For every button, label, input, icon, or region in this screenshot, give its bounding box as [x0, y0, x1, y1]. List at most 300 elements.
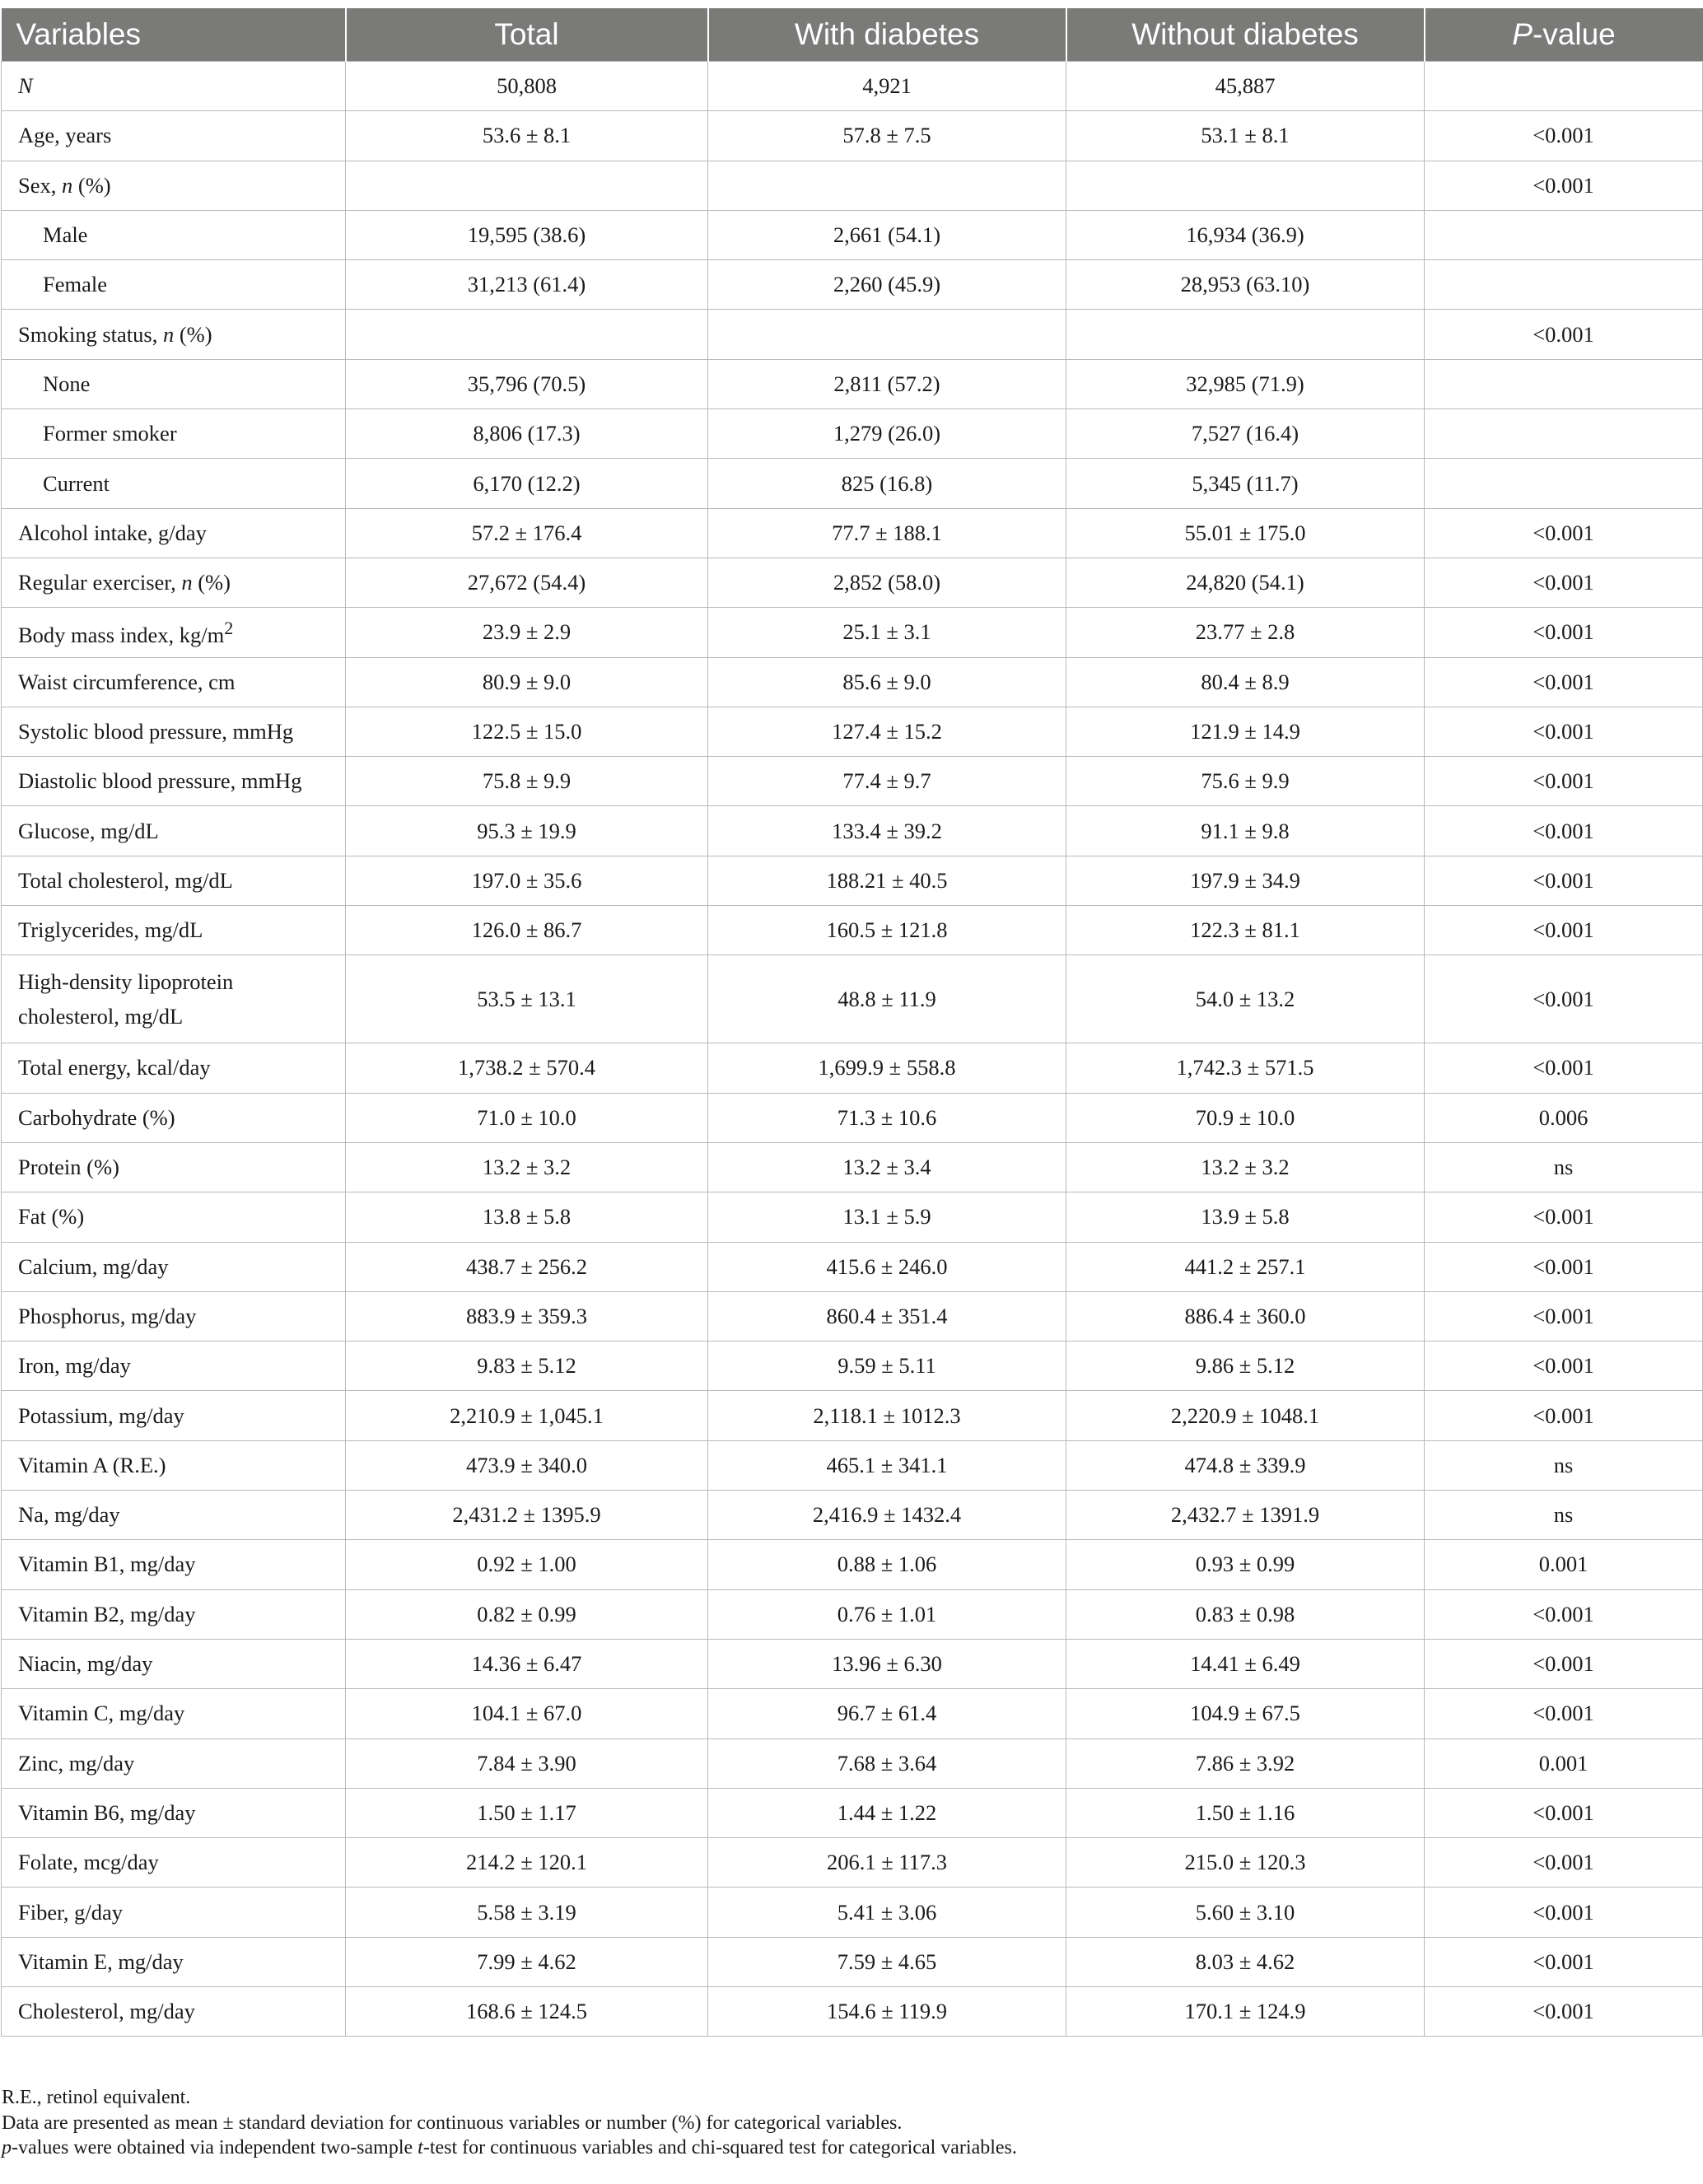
variable-cell — [2, 1342, 346, 1391]
with-diabetes-cell: 188.21 ± 40.5 — [708, 856, 1066, 905]
header-total: Total — [346, 8, 708, 62]
table-row — [2, 1192, 1703, 1242]
with-diabetes-cell: 0.88 ± 1.06 — [708, 1540, 1066, 1589]
table-row — [2, 310, 1703, 359]
p-value-cell: <0.001 — [1425, 955, 1703, 1043]
table-row — [2, 1788, 1703, 1837]
with-diabetes-cell: 85.6 ± 9.0 — [708, 657, 1066, 707]
without-diabetes-cell: 54.0 ± 13.2 — [1066, 955, 1425, 1043]
p-value-cell: <0.001 — [1425, 1838, 1703, 1888]
variable-label: Alcohol intake, g/day — [18, 520, 207, 545]
without-diabetes-cell: 13.9 ± 5.8 — [1066, 1192, 1425, 1242]
with-diabetes-cell: 133.4 ± 39.2 — [708, 806, 1066, 856]
with-diabetes-cell: 2,416.9 ± 1432.4 — [708, 1491, 1066, 1540]
p-value-cell: <0.001 — [1425, 1391, 1703, 1440]
total-cell: 0.82 ± 0.99 — [346, 1589, 708, 1639]
without-diabetes-cell: 45,887 — [1066, 62, 1425, 111]
variable-label: Zinc, mg/day — [18, 1750, 135, 1776]
variable-label-italic: n — [181, 570, 193, 595]
table-row — [2, 806, 1703, 856]
table-row — [2, 409, 1703, 459]
table-header — [2, 8, 1703, 62]
variable-label-italic: n — [62, 172, 73, 198]
with-diabetes-cell: 825 (16.8) — [708, 459, 1066, 508]
table-row — [2, 856, 1703, 905]
table-row — [2, 1689, 1703, 1738]
variable-label: Total energy, kcal/day — [18, 1055, 211, 1080]
table-row — [2, 1738, 1703, 1788]
variable-label: Former smoker — [43, 421, 177, 446]
p-value-cell: <0.001 — [1425, 508, 1703, 558]
footnote-p-text2: -test for continuous variables and chi-squared test for categorical variables. — [422, 2137, 1017, 2158]
variable-label: Na, mg/day — [18, 1502, 120, 1528]
p-value-cell: <0.001 — [1425, 608, 1703, 657]
variable-label: Female — [43, 272, 107, 297]
p-value-cell — [1425, 210, 1703, 259]
total-cell: 71.0 ± 10.0 — [346, 1093, 708, 1142]
p-value-cell: <0.001 — [1425, 161, 1703, 210]
variable-cell — [2, 806, 346, 856]
total-cell: 1,738.2 ± 570.4 — [346, 1043, 708, 1093]
table-body — [2, 62, 1703, 2037]
table-row — [2, 1093, 1703, 1142]
table-row — [2, 62, 1703, 111]
variable-label: Diastolic blood pressure, mmHg — [18, 768, 302, 794]
with-diabetes-cell: 77.4 ± 9.7 — [708, 757, 1066, 806]
footnote-t-italic: t — [418, 2137, 423, 2158]
variable-cell — [2, 1738, 346, 1788]
p-value-cell: <0.001 — [1425, 1888, 1703, 1937]
variable-label: Vitamin B6, mg/day — [18, 1799, 196, 1825]
header-p-italic: P — [1512, 17, 1533, 51]
total-cell — [346, 161, 708, 210]
variable-label: Vitamin A (R.E.) — [18, 1452, 166, 1477]
total-cell: 27,672 (54.4) — [346, 558, 708, 607]
header-without-diabetes: Without diabetes — [1066, 8, 1425, 62]
variable-label: Vitamin E, mg/day — [18, 1948, 184, 1974]
variable-label-line1: High-density lipoprotein — [18, 969, 234, 995]
total-cell: 14.36 ± 6.47 — [346, 1639, 708, 1688]
total-cell: 2,210.9 ± 1,045.1 — [346, 1391, 708, 1440]
variable-label-post: (%) — [174, 321, 212, 347]
table-footnotes — [2, 2085, 1017, 2161]
table-row — [2, 359, 1703, 408]
p-value-cell: ns — [1425, 1440, 1703, 1490]
with-diabetes-cell: 1,699.9 ± 558.8 — [708, 1043, 1066, 1093]
table-row — [2, 707, 1703, 756]
total-cell: 35,796 (70.5) — [346, 359, 708, 408]
without-diabetes-cell: 53.1 ± 8.1 — [1066, 111, 1425, 161]
with-diabetes-cell: 57.8 ± 7.5 — [708, 111, 1066, 161]
table-row — [2, 1142, 1703, 1192]
variable-label: Cholesterol, mg/day — [18, 1999, 195, 2024]
table-row — [2, 558, 1703, 607]
total-cell: 2,431.2 ± 1395.9 — [346, 1491, 708, 1540]
variable-label-sup: 2 — [224, 617, 234, 638]
variable-cell — [2, 1986, 346, 2036]
total-cell: 214.2 ± 120.1 — [346, 1838, 708, 1888]
variable-cell — [2, 1788, 346, 1837]
table-row — [2, 260, 1703, 310]
total-cell: 31,213 (61.4) — [346, 260, 708, 310]
footnote-p-text1: -values were obtained via independent two-sample — [12, 2137, 418, 2158]
without-diabetes-cell: 5.60 ± 3.10 — [1066, 1888, 1425, 1937]
without-diabetes-cell: 197.9 ± 34.9 — [1066, 856, 1425, 905]
variable-label: None — [43, 371, 91, 396]
variable-cell — [2, 1589, 346, 1639]
with-diabetes-cell: 206.1 ± 117.3 — [708, 1838, 1066, 1888]
without-diabetes-cell: 24,820 (54.1) — [1066, 558, 1425, 607]
without-diabetes-cell — [1066, 161, 1425, 210]
table-row — [2, 608, 1703, 657]
p-value-cell: <0.001 — [1425, 757, 1703, 806]
variable-label: Total cholesterol, mg/dL — [18, 867, 233, 893]
total-cell: 57.2 ± 176.4 — [346, 508, 708, 558]
variable-cell — [2, 310, 346, 359]
p-value-cell: <0.001 — [1425, 111, 1703, 161]
variable-cell — [2, 906, 346, 955]
variable-cell — [2, 359, 346, 408]
total-cell — [346, 310, 708, 359]
variable-cell — [2, 1391, 346, 1440]
variable-cell — [2, 955, 346, 1043]
table-row — [2, 1986, 1703, 2036]
with-diabetes-cell: 2,260 (45.9) — [708, 260, 1066, 310]
variable-label: Phosphorus, mg/day — [18, 1303, 197, 1328]
with-diabetes-cell: 465.1 ± 341.1 — [708, 1440, 1066, 1490]
variable-cell — [2, 62, 346, 111]
variable-cell — [2, 260, 346, 310]
variable-label: Fat (%) — [18, 1204, 85, 1230]
with-diabetes-cell: 4,921 — [708, 62, 1066, 111]
total-cell: 168.6 ± 124.5 — [346, 1986, 708, 2036]
total-cell: 80.9 ± 9.0 — [346, 657, 708, 707]
variable-cell — [2, 1242, 346, 1291]
total-cell: 883.9 ± 359.3 — [346, 1291, 708, 1341]
without-diabetes-cell: 13.2 ± 3.2 — [1066, 1142, 1425, 1192]
p-value-cell — [1425, 359, 1703, 408]
without-diabetes-cell — [1066, 310, 1425, 359]
variable-label: Glucose, mg/dL — [18, 818, 159, 843]
total-cell: 7.84 ± 3.90 — [346, 1738, 708, 1788]
total-cell: 95.3 ± 19.9 — [346, 806, 708, 856]
variable-cell — [2, 111, 346, 161]
total-cell: 23.9 ± 2.9 — [346, 608, 708, 657]
table-row — [2, 657, 1703, 707]
table-row — [2, 1342, 1703, 1391]
without-diabetes-cell: 80.4 ± 8.9 — [1066, 657, 1425, 707]
table-row — [2, 906, 1703, 955]
without-diabetes-cell: 1,742.3 ± 571.5 — [1066, 1043, 1425, 1093]
total-cell: 50,808 — [346, 62, 708, 111]
with-diabetes-cell: 96.7 ± 61.4 — [708, 1689, 1066, 1738]
without-diabetes-cell: 215.0 ± 120.3 — [1066, 1838, 1425, 1888]
variable-cell — [2, 1540, 346, 1589]
p-value-cell: <0.001 — [1425, 310, 1703, 359]
without-diabetes-cell: 2,220.9 ± 1048.1 — [1066, 1391, 1425, 1440]
p-value-cell: <0.001 — [1425, 906, 1703, 955]
total-cell: 0.92 ± 1.00 — [346, 1540, 708, 1589]
table-row — [2, 1888, 1703, 1937]
total-cell: 7.99 ± 4.62 — [346, 1937, 708, 1986]
p-value-cell: <0.001 — [1425, 806, 1703, 856]
with-diabetes-cell: 77.7 ± 188.1 — [708, 508, 1066, 558]
table-row — [2, 1043, 1703, 1093]
without-diabetes-cell: 170.1 ± 124.9 — [1066, 1986, 1425, 2036]
table-row — [2, 210, 1703, 259]
with-diabetes-cell: 127.4 ± 15.2 — [708, 707, 1066, 756]
with-diabetes-cell: 2,661 (54.1) — [708, 210, 1066, 259]
variable-cell — [2, 856, 346, 905]
total-cell: 5.58 ± 3.19 — [346, 1888, 708, 1937]
without-diabetes-cell: 14.41 ± 6.49 — [1066, 1639, 1425, 1688]
without-diabetes-cell: 75.6 ± 9.9 — [1066, 757, 1425, 806]
with-diabetes-cell: 1,279 (26.0) — [708, 409, 1066, 459]
table-row — [2, 459, 1703, 508]
variable-cell — [2, 558, 346, 607]
variable-cell — [2, 1440, 346, 1490]
with-diabetes-cell: 71.3 ± 10.6 — [708, 1093, 1066, 1142]
variable-label: Protein (%) — [18, 1155, 119, 1180]
variable-cell — [2, 1043, 346, 1093]
variable-cell — [2, 1291, 346, 1341]
without-diabetes-cell: 8.03 ± 4.62 — [1066, 1937, 1425, 1986]
variable-cell — [2, 707, 346, 756]
with-diabetes-cell: 13.1 ± 5.9 — [708, 1192, 1066, 1242]
footnote-data: Data are presented as mean ± standard deviation for continuous variables or number (%) for categorical variables. — [2, 2112, 903, 2134]
without-diabetes-cell: 0.83 ± 0.98 — [1066, 1589, 1425, 1639]
variable-label: Triglycerides, mg/dL — [18, 917, 203, 943]
header-p-value — [1425, 8, 1703, 62]
characteristics-table-container — [0, 8, 1703, 2037]
with-diabetes-cell: 2,118.1 ± 1012.3 — [708, 1391, 1066, 1440]
p-value-cell: <0.001 — [1425, 1937, 1703, 1986]
variable-cell — [2, 1639, 346, 1688]
variable-label: N — [18, 73, 33, 99]
table-row — [2, 757, 1703, 806]
without-diabetes-cell: 474.8 ± 339.9 — [1066, 1440, 1425, 1490]
without-diabetes-cell: 9.86 ± 5.12 — [1066, 1342, 1425, 1391]
variable-label: Calcium, mg/day — [18, 1253, 169, 1279]
total-cell: 13.2 ± 3.2 — [346, 1142, 708, 1192]
p-value-cell: ns — [1425, 1491, 1703, 1540]
table-row — [2, 1838, 1703, 1888]
variable-label: Carbohydrate (%) — [18, 1104, 175, 1130]
variable-cell — [2, 1937, 346, 1986]
total-cell: 9.83 ± 5.12 — [346, 1342, 708, 1391]
table-row — [2, 955, 1703, 1043]
table-row — [2, 1540, 1703, 1589]
p-value-cell: <0.001 — [1425, 1689, 1703, 1738]
with-diabetes-cell: 5.41 ± 3.06 — [708, 1888, 1066, 1937]
variable-label-line2: cholesterol, mg/dL — [18, 1004, 184, 1029]
variable-label-pre: Smoking status, — [18, 321, 163, 347]
header-variables: Variables — [2, 8, 346, 62]
variable-cell — [2, 161, 346, 210]
p-value-cell — [1425, 260, 1703, 310]
variable-label-pre: Body mass index, kg/m — [18, 622, 225, 647]
with-diabetes-cell: 0.76 ± 1.01 — [708, 1589, 1066, 1639]
total-cell: 197.0 ± 35.6 — [346, 856, 708, 905]
with-diabetes-cell: 7.59 ± 4.65 — [708, 1937, 1066, 1986]
variable-label: Fiber, g/day — [18, 1899, 124, 1925]
table-row — [2, 1391, 1703, 1440]
table-row — [2, 1589, 1703, 1639]
without-diabetes-cell: 70.9 ± 10.0 — [1066, 1093, 1425, 1142]
total-cell: 126.0 ± 86.7 — [346, 906, 708, 955]
p-value-cell: <0.001 — [1425, 1192, 1703, 1242]
variable-label: Vitamin B2, mg/day — [18, 1601, 196, 1626]
variable-cell — [2, 1888, 346, 1937]
variable-cell — [2, 1491, 346, 1540]
with-diabetes-cell: 2,852 (58.0) — [708, 558, 1066, 607]
variable-label-italic: n — [162, 321, 175, 347]
p-value-cell — [1425, 409, 1703, 459]
p-value-cell: 0.006 — [1425, 1093, 1703, 1142]
variable-cell — [2, 657, 346, 707]
p-value-cell: <0.001 — [1425, 657, 1703, 707]
variable-cell — [2, 608, 346, 657]
with-diabetes-cell: 2,811 (57.2) — [708, 359, 1066, 408]
variable-cell — [2, 1142, 346, 1192]
variable-cell — [2, 1192, 346, 1242]
total-cell: 8,806 (17.3) — [346, 409, 708, 459]
variable-cell — [2, 757, 346, 806]
header-with-diabetes: With diabetes — [708, 8, 1066, 62]
variable-label: Iron, mg/day — [18, 1353, 131, 1379]
variable-cell — [2, 1689, 346, 1738]
without-diabetes-cell: 7.86 ± 3.92 — [1066, 1738, 1425, 1788]
with-diabetes-cell: 160.5 ± 121.8 — [708, 906, 1066, 955]
p-value-cell: <0.001 — [1425, 1639, 1703, 1688]
variable-cell — [2, 508, 346, 558]
p-value-cell: <0.001 — [1425, 558, 1703, 607]
variable-label: Current — [43, 470, 110, 496]
with-diabetes-cell: 7.68 ± 3.64 — [708, 1738, 1066, 1788]
p-value-cell: 0.001 — [1425, 1738, 1703, 1788]
with-diabetes-cell: 1.44 ± 1.22 — [708, 1788, 1066, 1837]
p-value-cell — [1425, 62, 1703, 111]
table-row — [2, 1491, 1703, 1540]
table-row — [2, 1937, 1703, 1986]
p-value-cell: ns — [1425, 1142, 1703, 1192]
total-cell: 104.1 ± 67.0 — [346, 1689, 708, 1738]
p-value-cell: <0.001 — [1425, 1589, 1703, 1639]
variable-label-post: (%) — [192, 570, 231, 595]
characteristics-table — [1, 8, 1703, 2037]
without-diabetes-cell: 7,527 (16.4) — [1066, 409, 1425, 459]
variable-label: Waist circumference, cm — [18, 669, 236, 694]
without-diabetes-cell: 28,953 (63.10) — [1066, 260, 1425, 310]
table-row — [2, 508, 1703, 558]
p-value-cell: <0.001 — [1425, 707, 1703, 756]
without-diabetes-cell: 91.1 ± 9.8 — [1066, 806, 1425, 856]
with-diabetes-cell: 48.8 ± 11.9 — [708, 955, 1066, 1043]
footnote-p-italic: p — [2, 2137, 12, 2158]
header-row — [2, 8, 1703, 62]
without-diabetes-cell: 122.3 ± 81.1 — [1066, 906, 1425, 955]
without-diabetes-cell: 104.9 ± 67.5 — [1066, 1689, 1425, 1738]
total-cell: 75.8 ± 9.9 — [346, 757, 708, 806]
total-cell: 13.8 ± 5.8 — [346, 1192, 708, 1242]
variable-label-pre: Sex, — [18, 172, 62, 198]
with-diabetes-cell: 25.1 ± 3.1 — [708, 608, 1066, 657]
variable-label-post: (%) — [72, 172, 111, 198]
variable-cell — [2, 1093, 346, 1142]
p-value-cell: <0.001 — [1425, 856, 1703, 905]
table-row — [2, 111, 1703, 161]
without-diabetes-cell: 441.2 ± 257.1 — [1066, 1242, 1425, 1291]
with-diabetes-cell: 860.4 ± 351.4 — [708, 1291, 1066, 1341]
without-diabetes-cell: 32,985 (71.9) — [1066, 359, 1425, 408]
p-value-cell — [1425, 459, 1703, 508]
without-diabetes-cell: 886.4 ± 360.0 — [1066, 1291, 1425, 1341]
table-row — [2, 1440, 1703, 1490]
variable-cell — [2, 459, 346, 508]
without-diabetes-cell: 55.01 ± 175.0 — [1066, 508, 1425, 558]
without-diabetes-cell: 0.93 ± 0.99 — [1066, 1540, 1425, 1589]
p-value-cell: <0.001 — [1425, 1291, 1703, 1341]
with-diabetes-cell — [708, 161, 1066, 210]
table-row — [2, 1639, 1703, 1688]
total-cell: 473.9 ± 340.0 — [346, 1440, 708, 1490]
with-diabetes-cell: 13.96 ± 6.30 — [708, 1639, 1066, 1688]
variable-label: Niacin, mg/day — [18, 1651, 153, 1677]
total-cell: 6,170 (12.2) — [346, 459, 708, 508]
without-diabetes-cell: 1.50 ± 1.16 — [1066, 1788, 1425, 1837]
without-diabetes-cell: 121.9 ± 14.9 — [1066, 707, 1425, 756]
p-value-cell: <0.001 — [1425, 1242, 1703, 1291]
p-value-cell: <0.001 — [1425, 1342, 1703, 1391]
variable-label: Potassium, mg/day — [18, 1402, 184, 1428]
variable-label: Folate, mcg/day — [18, 1850, 159, 1875]
variable-label: Systolic blood pressure, mmHg — [18, 719, 294, 744]
variable-label: Vitamin B1, mg/day — [18, 1552, 196, 1577]
variable-label: Age, years — [18, 123, 112, 148]
variable-label-pre: Regular exerciser, — [18, 570, 182, 595]
footnote-pvalues — [2, 2135, 1017, 2161]
p-value-cell: <0.001 — [1425, 1986, 1703, 2036]
with-diabetes-cell — [708, 310, 1066, 359]
without-diabetes-cell: 16,934 (36.9) — [1066, 210, 1425, 259]
with-diabetes-cell: 415.6 ± 246.0 — [708, 1242, 1066, 1291]
header-p-suffix: -value — [1532, 17, 1616, 51]
table-row — [2, 161, 1703, 210]
total-cell: 1.50 ± 1.17 — [346, 1788, 708, 1837]
p-value-cell: 0.001 — [1425, 1540, 1703, 1589]
table-row — [2, 1242, 1703, 1291]
with-diabetes-cell: 9.59 ± 5.11 — [708, 1342, 1066, 1391]
with-diabetes-cell: 13.2 ± 3.4 — [708, 1142, 1066, 1192]
without-diabetes-cell: 5,345 (11.7) — [1066, 459, 1425, 508]
footnote-re: R.E., retinol equivalent. — [2, 2087, 191, 2108]
total-cell: 53.5 ± 13.1 — [346, 955, 708, 1043]
total-cell: 19,595 (38.6) — [346, 210, 708, 259]
variable-label: Vitamin C, mg/day — [18, 1701, 185, 1726]
total-cell: 438.7 ± 256.2 — [346, 1242, 708, 1291]
variable-cell — [2, 409, 346, 459]
p-value-cell: <0.001 — [1425, 1788, 1703, 1837]
variable-label: Male — [43, 222, 88, 248]
p-value-cell: <0.001 — [1425, 1043, 1703, 1093]
without-diabetes-cell: 2,432.7 ± 1391.9 — [1066, 1491, 1425, 1540]
total-cell: 122.5 ± 15.0 — [346, 707, 708, 756]
without-diabetes-cell: 23.77 ± 2.8 — [1066, 608, 1425, 657]
total-cell: 53.6 ± 8.1 — [346, 111, 708, 161]
with-diabetes-cell: 154.6 ± 119.9 — [708, 1986, 1066, 2036]
variable-cell — [2, 210, 346, 259]
variable-cell — [2, 1838, 346, 1888]
